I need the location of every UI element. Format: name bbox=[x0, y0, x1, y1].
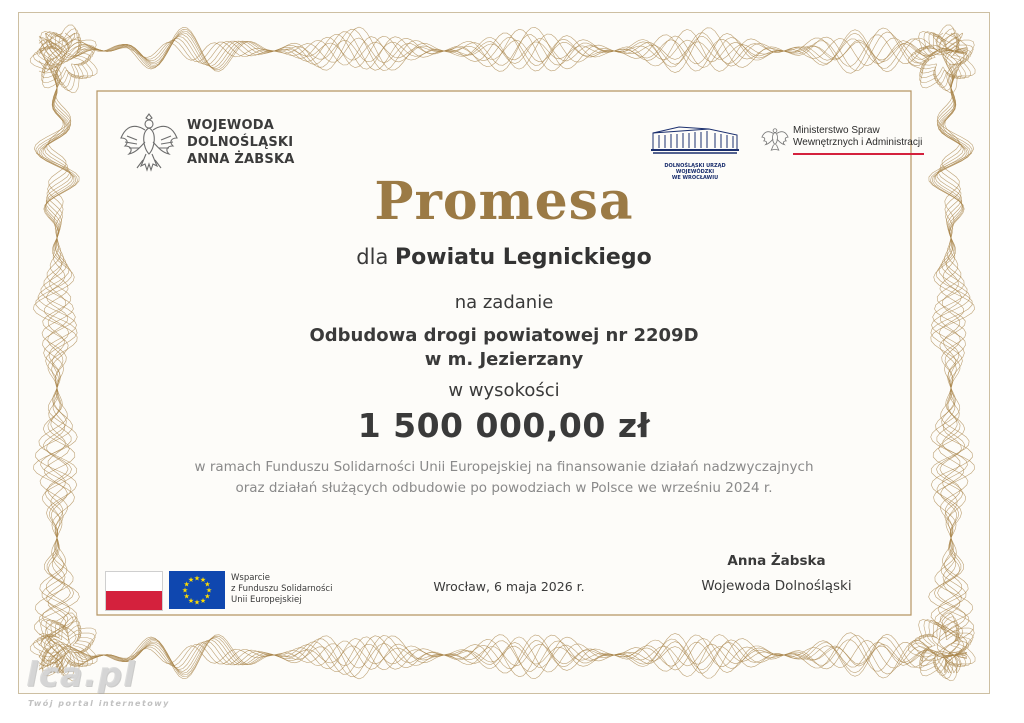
eu-star-icon: ★ bbox=[199, 576, 207, 585]
recipient-prefix: dla bbox=[356, 245, 389, 269]
watermark-tagline: Twój portal internetowy bbox=[28, 699, 170, 708]
amount-intro: w wysokości bbox=[448, 380, 560, 401]
polish-flag-icon bbox=[105, 571, 163, 611]
eu-support-line: Unii Europejskiej bbox=[231, 595, 302, 605]
place-and-date: Wrocław, 6 maja 2026 r. bbox=[433, 579, 585, 594]
fund-description bbox=[19, 457, 989, 499]
mswia-red-rule bbox=[793, 153, 924, 155]
eu-star-icon: ★ bbox=[181, 586, 189, 595]
issuer-name bbox=[187, 117, 295, 168]
watermark-brand: lca.pl bbox=[26, 655, 136, 695]
eu-support-line: z Funduszu Solidarności bbox=[231, 584, 333, 594]
mswia-name bbox=[793, 125, 922, 149]
eu-star-icon: ★ bbox=[204, 580, 211, 589]
eu-star-icon: ★ bbox=[199, 596, 207, 605]
government-building-logo-icon bbox=[649, 123, 741, 157]
eu-star-icon: ★ bbox=[193, 574, 201, 583]
eu-star-icon: ★ bbox=[183, 592, 190, 601]
issuer-line: ANNA ŻABSKA bbox=[187, 152, 295, 167]
duw-caption-line: DOLNOŚLĄSKI URZĄD WOJEWÓDZKI bbox=[664, 163, 726, 175]
issuer-block bbox=[119, 108, 319, 178]
recipient-line bbox=[19, 245, 989, 270]
issuer-line: DOLNOŚLĄSKI bbox=[187, 135, 294, 150]
eu-star-icon: ★ bbox=[183, 580, 190, 589]
certificate bbox=[18, 12, 990, 694]
mswia-logo bbox=[761, 123, 931, 168]
fund-line: w ramach Funduszu Solidarności Unii Europejskiej na finansowanie działań nadzwyczajnych bbox=[194, 459, 814, 475]
eu-star-icon: ★ bbox=[204, 592, 211, 601]
mswia-line: Wewnętrznych i Administracji bbox=[793, 137, 923, 148]
eu-flag-icon bbox=[169, 571, 225, 609]
document-title: Promesa bbox=[374, 171, 634, 232]
eu-star-icon: ★ bbox=[205, 586, 213, 595]
recipient-name: Powiatu Legnickiego bbox=[395, 245, 652, 270]
signer-role: Wojewoda Dolnośląski bbox=[701, 578, 852, 594]
task-description bbox=[19, 324, 989, 372]
eu-support-line: Wsparcie bbox=[231, 573, 271, 583]
polish-eagle-emblem-icon bbox=[761, 123, 789, 155]
task-line: w m. Jezierzany bbox=[424, 349, 584, 370]
duw-caption-line: WE WROCŁAWIU bbox=[671, 175, 719, 181]
signer-name: Anna Żabska bbox=[727, 553, 826, 569]
eu-support-note bbox=[231, 573, 332, 606]
grant-amount: 1 500 000,00 zł bbox=[357, 406, 651, 445]
site-watermark bbox=[20, 655, 230, 715]
issuer-line: WOJEWODA bbox=[187, 118, 274, 133]
eu-star-icon: ★ bbox=[187, 596, 195, 605]
eu-star-icon: ★ bbox=[187, 576, 195, 585]
fund-line: oraz działań służących odbudowie po powodziach w Polsce we wrześniu 2024 r. bbox=[235, 480, 773, 496]
mswia-line: Ministerstwo Spraw bbox=[793, 125, 880, 136]
task-line: Odbudowa drogi powiatowej nr 2209D bbox=[309, 325, 699, 346]
polish-eagle-emblem-icon bbox=[119, 108, 179, 176]
task-intro: na zadanie bbox=[454, 292, 554, 313]
eu-star-icon: ★ bbox=[193, 598, 201, 607]
